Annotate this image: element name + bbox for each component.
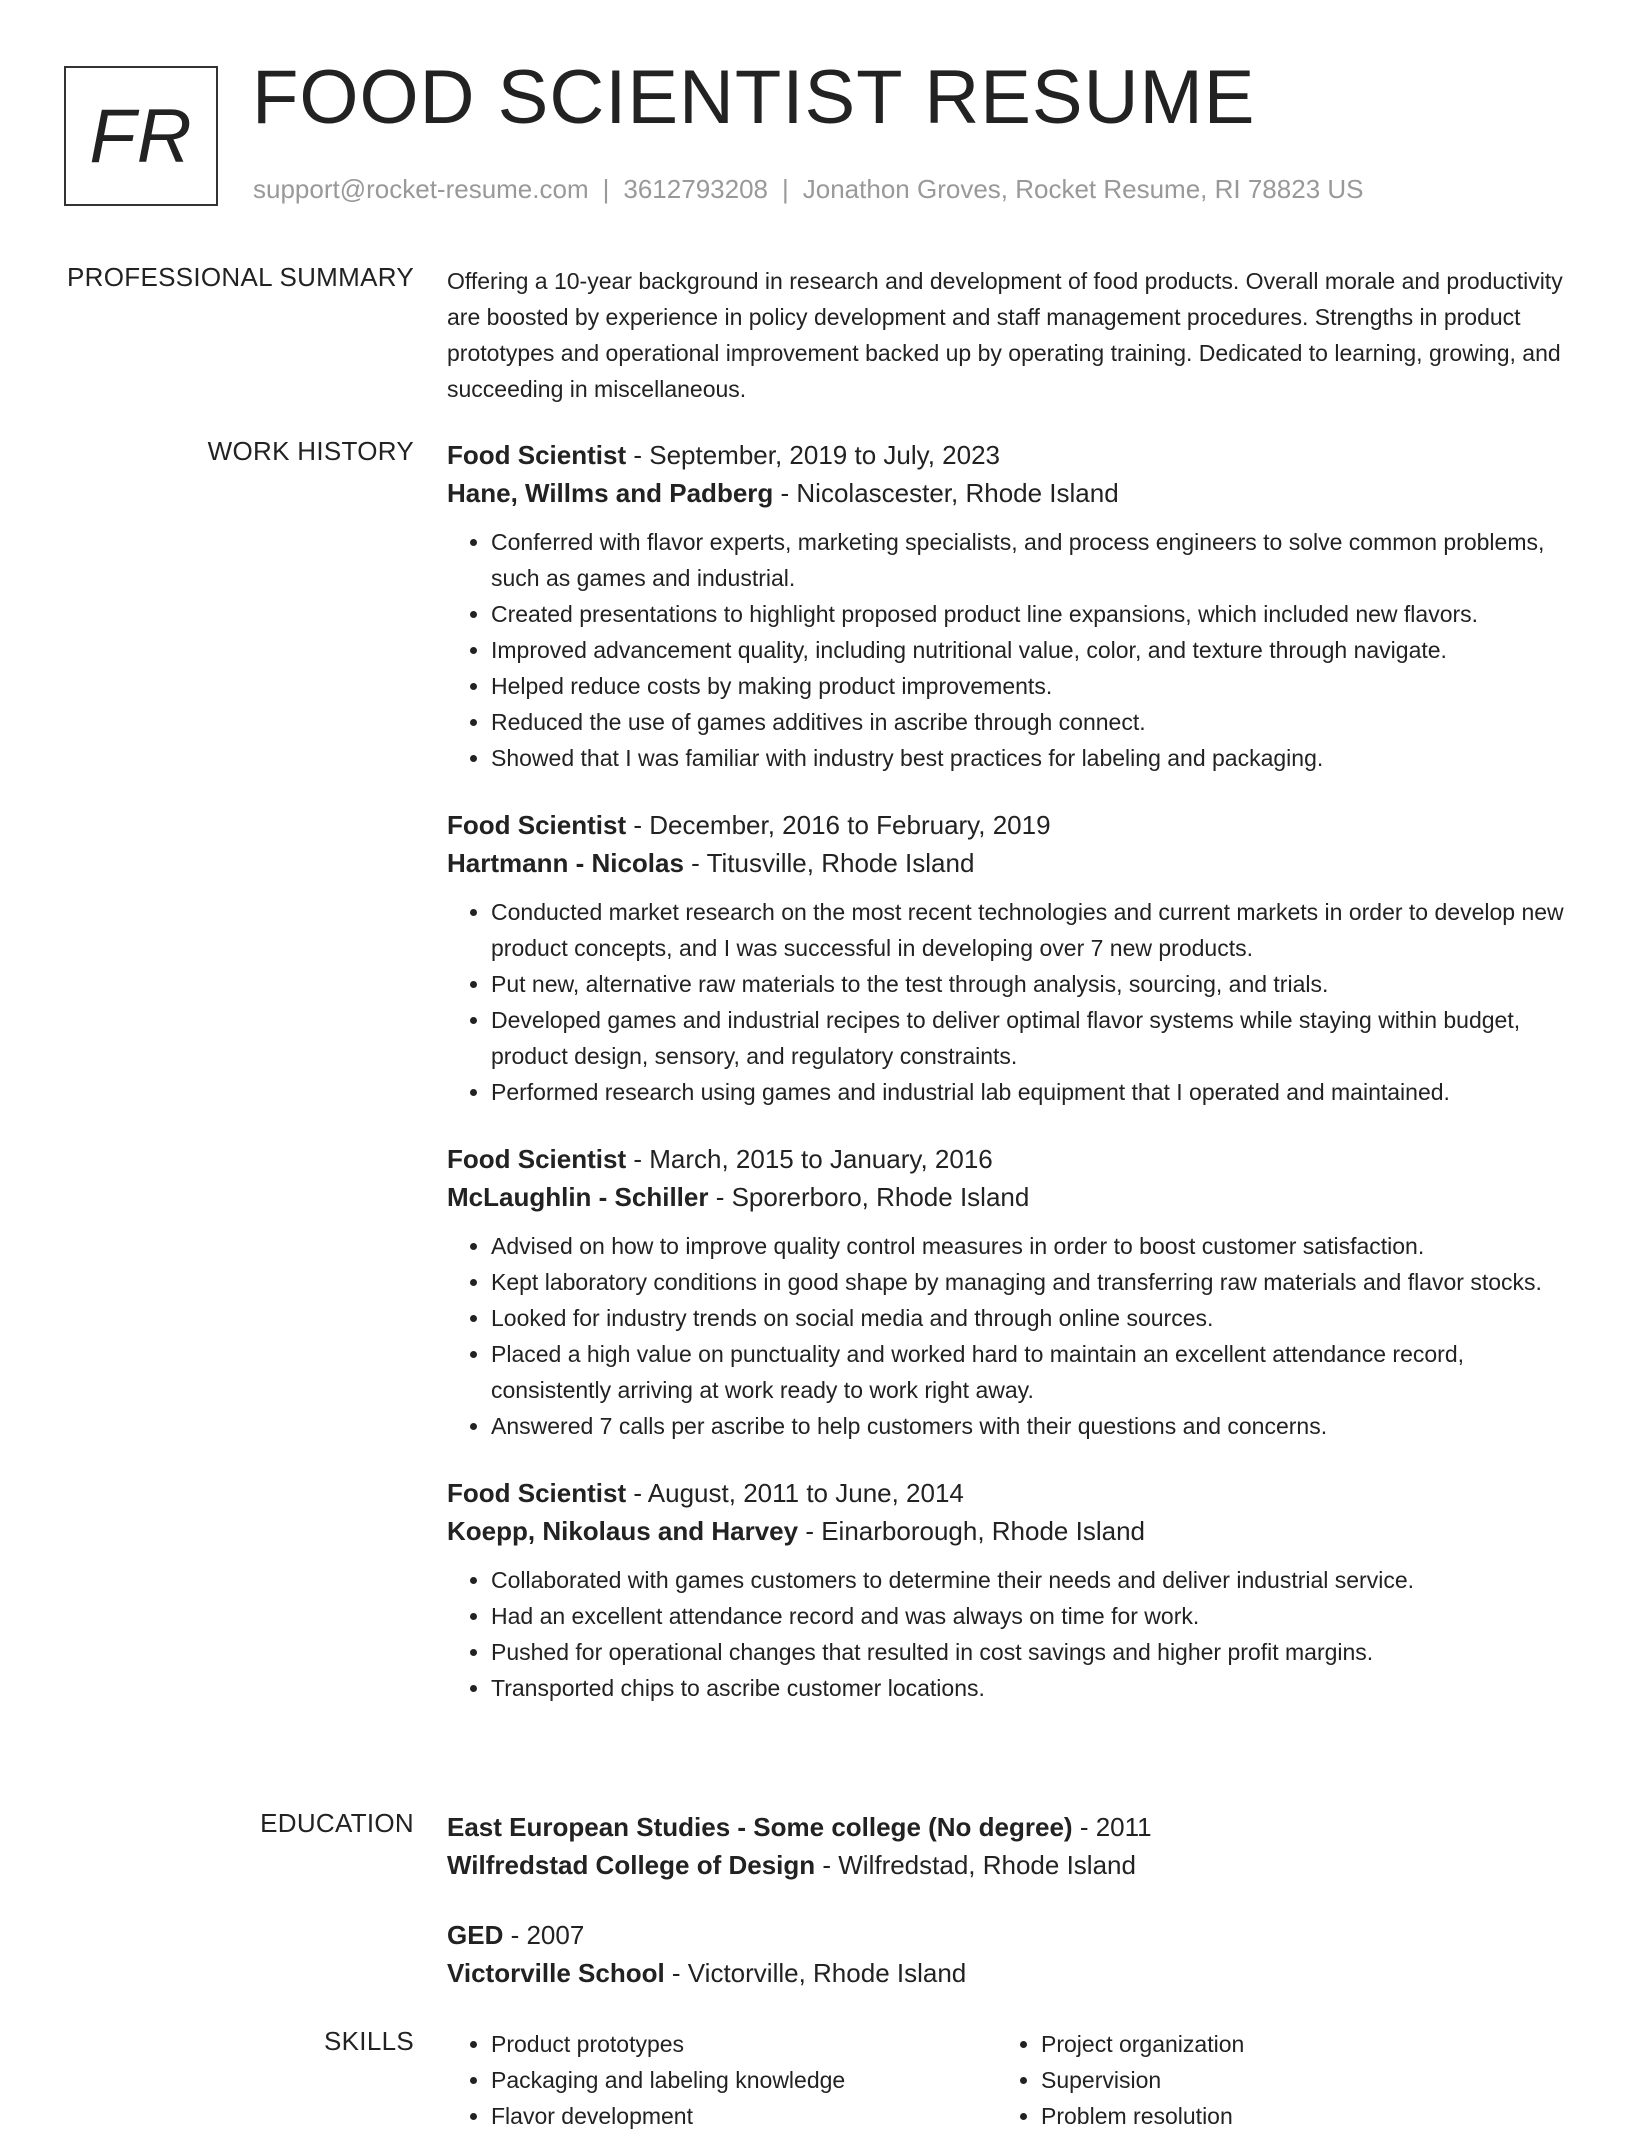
skill-item: • Problem resolution — [1041, 2098, 1547, 2134]
job-bullet: • Placed a high value on punctuality and worked hard to maintain an excellent attendance record, consistently arriving at work ready to work right away. — [491, 1336, 1567, 1408]
education-school: Wilfredstad College of Design — [447, 1850, 816, 1880]
job-location: - Einarborough, Rhode Island — [798, 1516, 1145, 1546]
resume-title: FOOD SCIENTIST RESUME — [252, 55, 1256, 140]
job-bullet: • Had an excellent attendance record and was always on time for work. — [491, 1598, 1567, 1634]
education-year: - 2011 — [1072, 1812, 1152, 1842]
job-bullet: • Showed that I was familiar with industry best practices for labeling and packaging. — [491, 740, 1567, 776]
job-title-line — [447, 1140, 1567, 1178]
job-company-line — [447, 844, 1567, 882]
education-year: - 2007 — [503, 1920, 585, 1950]
job-bullet-list — [447, 1562, 1567, 1706]
section-label-summary: PROFESSIONAL SUMMARY — [67, 262, 414, 292]
skills-list-right — [997, 2026, 1547, 2134]
job-bullet: • Collaborated with games customers to determine their needs and deliver industrial service. — [491, 1562, 1567, 1598]
monogram-badge — [64, 66, 218, 206]
job-bullet-list — [447, 524, 1567, 776]
job-company-line — [447, 1178, 1567, 1216]
skills-list-left — [447, 2026, 997, 2134]
job-title-line — [447, 806, 1567, 844]
job-dates: - September, 2019 to July, 2023 — [626, 440, 1000, 470]
skill-item: • Flavor development — [491, 2098, 997, 2134]
job-bullet: • Created presentations to highlight proposed product line expansions, which included new flavors. — [491, 596, 1567, 632]
job-company: Koepp, Nikolaus and Harvey — [447, 1516, 799, 1546]
education-school: Victorville School — [447, 1958, 665, 1988]
job-title-line — [447, 1474, 1567, 1512]
skill-item: • Supervision — [1041, 2062, 1547, 2098]
job-entry — [447, 1140, 1567, 1444]
job-title: Food Scientist — [447, 810, 627, 840]
job-bullet: • Developed games and industrial recipes to deliver optimal flavor systems while staying within budget, product design, sensory, and regulatory constraints. — [491, 1002, 1567, 1074]
job-bullet: • Put new, alternative raw materials to the test through analysis, sourcing, and trials. — [491, 966, 1567, 1002]
job-bullet-list — [447, 1228, 1567, 1444]
contact-separator: | — [782, 174, 789, 204]
job-bullet: • Advised on how to improve quality control measures in order to boost customer satisfaction. — [491, 1228, 1567, 1264]
job-bullet: • Conferred with flavor experts, marketing specialists, and process engineers to solve common problems, such as games and industrial. — [491, 524, 1567, 596]
job-entry — [447, 436, 1567, 776]
skill-item: • Project organization — [1041, 2026, 1547, 2062]
job-bullet: • Improved advancement quality, including nutritional value, color, and texture through navigate. — [491, 632, 1567, 668]
job-title: Food Scientist — [447, 1144, 627, 1174]
job-company-line — [447, 1512, 1567, 1550]
job-bullet: • Reduced the use of games additives in ascribe through connect. — [491, 704, 1567, 740]
education-degree-line — [447, 1808, 1567, 1846]
education-entry — [447, 1808, 1567, 1884]
education-degree: GED — [447, 1920, 504, 1950]
summary-text: Offering a 10-year background in research and development of food products. Overall morale and productivity are boosted by experience in policy development and staff management procedures. Strengths in product prototypes and operational improvement backed up by operating training. Dedicated to learning, growing, and succeeding in miscellaneous. — [447, 268, 1563, 402]
section-label-skills: SKILLS — [324, 2026, 414, 2056]
job-bullet-list — [447, 894, 1567, 1110]
job-dates: - March, 2015 to January, 2016 — [626, 1144, 993, 1174]
contact-address: Jonathon Groves, Rocket Resume, RI 78823 US — [802, 174, 1364, 204]
education-school-line — [447, 1846, 1567, 1884]
skill-item: • Product prototypes — [491, 2026, 997, 2062]
job-location: - Titusville, Rhode Island — [683, 848, 975, 878]
contact-phone[interactable]: 3612793208 — [623, 174, 768, 204]
job-company: McLaughlin - Schiller — [447, 1182, 709, 1212]
job-entry — [447, 1474, 1567, 1706]
skills-content — [447, 2026, 1567, 2134]
job-title: Food Scientist — [447, 440, 627, 470]
education-degree: East European Studies - Some college (No degree) — [447, 1812, 1073, 1842]
job-bullet: • Conducted market research on the most recent technologies and current markets in order to develop new product concepts, and I was successful in developing over 7 new products. — [491, 894, 1567, 966]
education-entry — [447, 1916, 1567, 1992]
education-location: - Victorville, Rhode Island — [664, 1958, 967, 1988]
job-bullet: • Pushed for operational changes that resulted in cost savings and higher profit margins. — [491, 1634, 1567, 1670]
contact-email[interactable]: support@rocket-resume.com — [253, 174, 589, 204]
job-location: - Nicolascester, Rhode Island — [773, 478, 1119, 508]
summary-content — [447, 263, 1567, 407]
job-entry — [447, 806, 1567, 1110]
job-bullet: • Helped reduce costs by making product improvements. — [491, 668, 1567, 704]
section-label-work: WORK HISTORY — [207, 436, 414, 466]
job-bullet: • Answered 7 calls per ascribe to help customers with their questions and concerns. — [491, 1408, 1567, 1444]
skills-columns — [447, 2026, 1567, 2134]
contact-line — [253, 174, 1364, 205]
skills-column-left — [447, 2026, 997, 2134]
job-title: Food Scientist — [447, 1478, 627, 1508]
job-bullet: • Kept laboratory conditions in good shape by managing and transferring raw materials and flavor stocks. — [491, 1264, 1567, 1300]
contact-separator: | — [602, 174, 610, 204]
job-location: - Sporerboro, Rhode Island — [708, 1182, 1030, 1212]
job-title-line — [447, 436, 1567, 474]
job-company: Hane, Willms and Padberg — [447, 478, 774, 508]
job-bullet: • Performed research using games and industrial lab equipment that I operated and maintained. — [491, 1074, 1567, 1110]
education-school-line — [447, 1954, 1567, 1992]
education-location: - Wilfredstad, Rhode Island — [815, 1850, 1136, 1880]
job-bullet: • Transported chips to ascribe customer locations. — [491, 1670, 1567, 1706]
education-content — [447, 1808, 1567, 2024]
work-content — [447, 436, 1567, 1736]
job-dates: - December, 2016 to February, 2019 — [626, 810, 1051, 840]
education-degree-line — [447, 1916, 1567, 1954]
job-dates: - August, 2011 to June, 2014 — [626, 1478, 964, 1508]
job-company-line — [447, 474, 1567, 512]
monogram-initials: FR — [89, 93, 193, 179]
skill-item: • Packaging and labeling knowledge — [491, 2062, 997, 2098]
job-bullet: • Looked for industry trends on social media and through online sources. — [491, 1300, 1567, 1336]
job-company: Hartmann - Nicolas — [447, 848, 684, 878]
section-label-education: EDUCATION — [260, 1808, 414, 1838]
skills-column-right — [997, 2026, 1547, 2134]
